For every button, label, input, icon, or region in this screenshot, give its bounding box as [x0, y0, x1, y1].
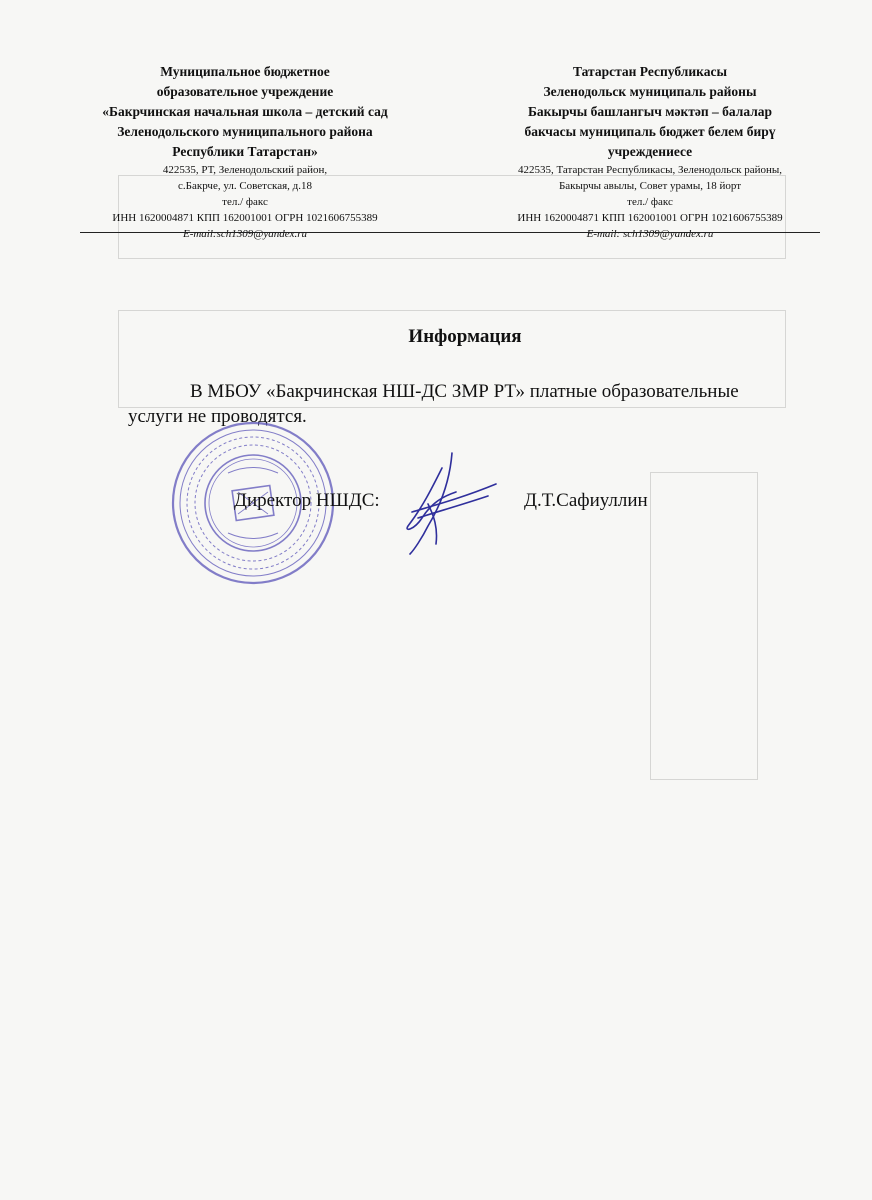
org-name-line-5: Республики Татарстан»: [172, 144, 318, 159]
address-tt-line-2: Бакырчы авылы, Совет урамы, 18 йорт: [558, 180, 742, 192]
registration-ids-tt: ИНН 1620004871 КПП 162001001 ОГРН 1021606755389: [517, 212, 783, 224]
bleed-through-table-right: [650, 472, 758, 780]
document-body: В МБОУ «Бакрчинская НШ-ДС ЗМР РТ» платные образовательные услуги не проводятся.: [128, 381, 739, 427]
org-name-tt-line-5: учреждениесе: [607, 144, 693, 159]
header-divider: [80, 232, 820, 233]
phone-fax: тел./ факс: [222, 196, 268, 208]
document-title: Информация: [408, 326, 522, 347]
email: E-mail:sch1309@yandex.ru: [182, 228, 308, 240]
org-name-tt-line-3: Бакырчы башлангыч мәктәп – балалар: [527, 104, 773, 119]
phone-fax-tt: тел./ факс: [627, 196, 673, 208]
signature-icon: [392, 448, 502, 558]
header-left: [60, 62, 430, 242]
address-line-2: с.Бакрче, ул. Советская, д.18: [178, 180, 312, 192]
org-name-tt-line-2: Зеленодольск муниципаль районы: [543, 84, 757, 99]
header-right: [480, 62, 820, 242]
org-name-line-3: «Бакрчинская начальная школа – детский сад: [102, 104, 388, 119]
org-name-tt-line-4: бакчасы муниципаль бюджет белем бирү: [524, 124, 776, 139]
address-tt-line-1: 422535, Татарстан Республикасы, Зеленодольск районы,: [517, 164, 783, 176]
address-line-1: 422535, РТ, Зеленодольский район,: [162, 164, 328, 176]
registration-ids: ИНН 1620004871 КПП 162001001 ОГРН 1021606755389: [112, 212, 378, 224]
signatory-title: Директор НШДС:: [234, 490, 380, 511]
email-tt: E-mail: sch1309@yandex.ru: [586, 228, 714, 240]
org-name-line-2: образовательное учреждение: [156, 84, 334, 99]
org-name-line-4: Зеленодольского муниципального района: [117, 124, 373, 139]
org-name-tt-line-1: Татарстан Республикасы: [572, 64, 727, 79]
org-name-line-1: Муниципальное бюджетное: [160, 64, 330, 79]
signatory-name: Д.Т.Сафиуллин: [524, 490, 648, 511]
